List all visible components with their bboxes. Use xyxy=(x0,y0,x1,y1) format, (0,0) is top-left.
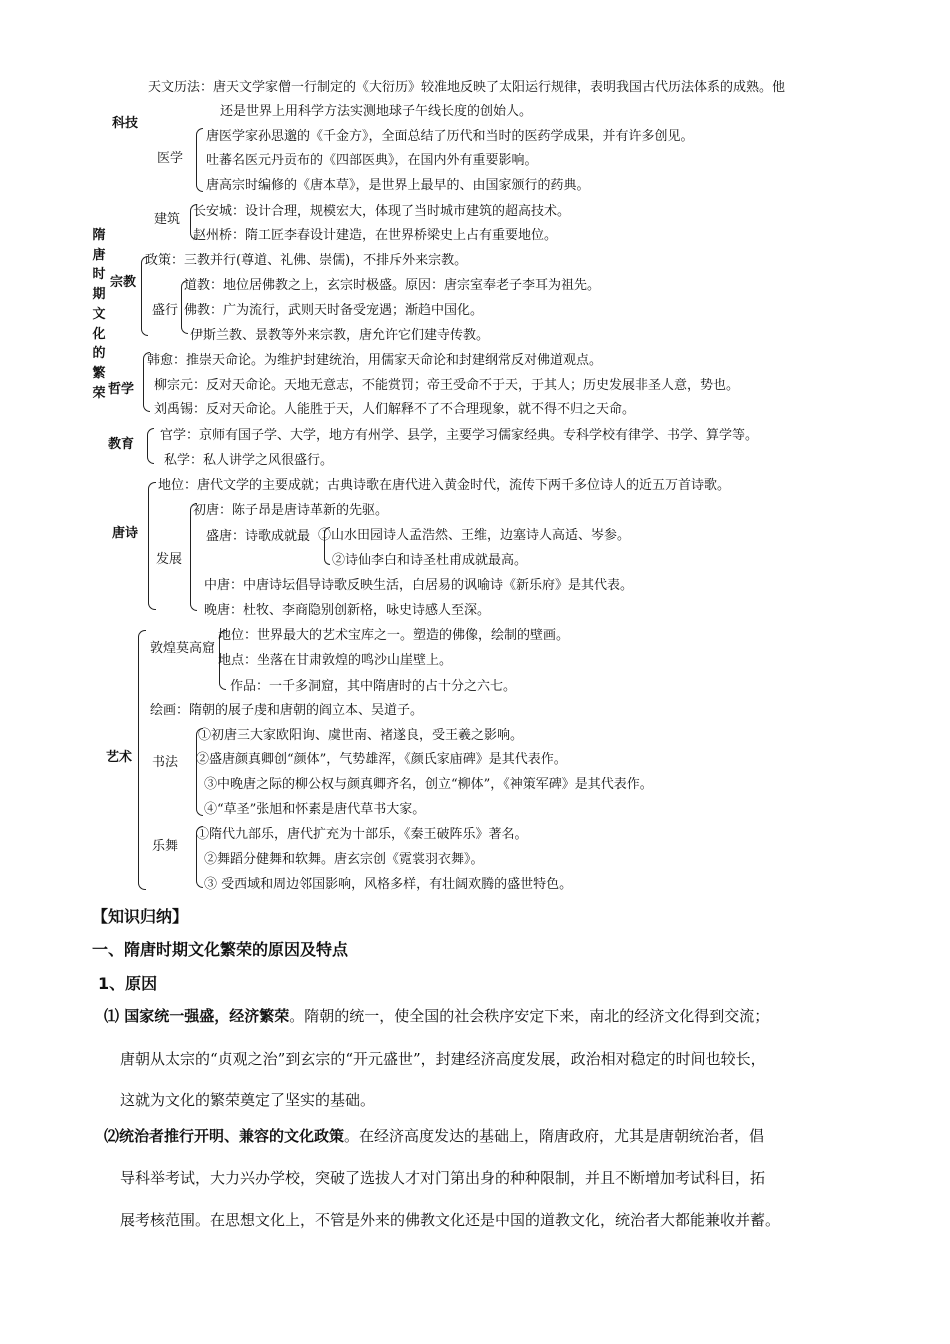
line-medicine-3: 唐高宗时编修的《唐本草》，是世界上最早的、由国家颁行的药典。 xyxy=(206,178,590,193)
sublabel-calligraphy: 书法 xyxy=(152,755,179,770)
line-poetry-status: 地位：唐代文学的主要成就；古典诗歌在唐代进入黄金时代，流传下两千多位诗人的近五万首诗歌。 xyxy=(158,478,731,493)
side-title-char: 隋 xyxy=(92,228,106,243)
line-philosophy-hanyu: 韩愈：推崇天命论。为维护封建统治，用儒家天命论和封建纲常反对佛道观点。 xyxy=(147,353,603,368)
paragraph-1-rest: 。隋朝的统一，使全国的社会秩序安定下来，南北的经济文化得到交流； xyxy=(289,1007,770,1025)
section-heading: 一、隋唐时期文化繁荣的原因及特点 xyxy=(92,940,349,959)
sublabel-medicine: 医学 xyxy=(157,151,184,166)
line-music-3: ③ 受西域和周边邻国影响，风格多样，有壮阔欢腾的盛世特色。 xyxy=(204,877,573,892)
line-calligraphy-1: ①初唐三大家欧阳询、虞世南、褚遂良，受王羲之影响。 xyxy=(198,728,524,743)
paragraph-2-bold: ⑵统治者推行开明、兼容的文化政策 xyxy=(104,1127,345,1145)
side-title xyxy=(88,226,110,403)
brace-education xyxy=(147,428,154,464)
brace-poetry xyxy=(148,482,156,610)
sublabel-develop: 发展 xyxy=(156,552,183,567)
category-art: 艺术 xyxy=(106,750,133,765)
side-title-char: 唐 xyxy=(92,247,106,263)
sublabel-prosper: 盛行 xyxy=(152,303,179,318)
paragraph-2-rest: 。在经济高度发达的基础上，隋唐政府，尤其是唐朝统治者，倡 xyxy=(344,1127,765,1145)
line-architecture-2: 赵州桥：隋工匠李春设计建造，在世界桥梁史上占有重要地位。 xyxy=(193,228,558,243)
line-poetry-early: 初唐：陈子昂是唐诗革新的先驱。 xyxy=(193,503,389,518)
brace-medicine xyxy=(196,128,203,192)
line-medicine-1: 唐医学家孙思邈的《千金方》，全面总结了历代和当时的医药学成果，并有许多创见。 xyxy=(206,129,694,144)
line-philosophy-liuzongyuan: 柳宗元：反对天命论。天地无意志，不能赏罚；帝王受命不于天，于其人；历史发展非圣人意，势也。 xyxy=(154,378,740,393)
line-poetry-high-1: ①山水田园诗人孟浩然、王维，边塞诗人高适、岑参。 xyxy=(318,528,631,543)
category-poetry: 唐诗 xyxy=(112,526,139,541)
paragraph-1-bold: ⑴ 国家统一强盛，经济繁荣 xyxy=(104,1007,290,1025)
line-religion-buddhism: 佛教：广为流行，武则天时备受宠遇；渐趋中国化。 xyxy=(184,303,484,318)
line-calligraphy-2: ②盛唐颜真卿创“颜体”，气势雄浑，《颜氏家庙碑》是其代表作。 xyxy=(196,752,567,767)
paragraph-2-line-2: 导科举考试，大力兴办学校，突破了选拔人才对门第出身的种种限制，并且不断增加考试科目，拓 xyxy=(120,1169,766,1187)
line-religion-policy: 政策：三教并行(尊道、礼佛、崇儒)，不排斥外来宗教。 xyxy=(145,253,468,268)
line-music-1: ①隋代九部乐，唐代扩充为十部乐，《秦王破阵乐》著名。 xyxy=(196,827,528,842)
category-science: 科技 xyxy=(112,116,139,131)
subsection-heading: 1、原因 xyxy=(98,974,158,993)
line-dunhuang-location: 地点：坐落在甘肃敦煌的鸣沙山崖壁上。 xyxy=(218,653,453,668)
line-dunhuang-status: 地位：世界最大的艺术宝库之一。塑造的佛像，绘制的壁画。 xyxy=(218,628,570,643)
line-architecture-1: 长安城：设计合理，规模宏大，体现了当时城市建筑的超高技术。 xyxy=(193,204,571,219)
line-medicine-2: 吐蕃名医元丹贡布的《四部医典》，在国内外有重要影响。 xyxy=(206,153,538,168)
paragraph-2-line-3: 展考核范围。在思想文化上，不管是外来的佛教文化还是中国的道教文化，统治者大都能兼收并蓄。 xyxy=(120,1211,781,1229)
sublabel-dunhuang: 敦煌莫高窟 xyxy=(150,641,216,656)
line-poetry-late: 晚唐：杜牧、李商隐别创新格，咏史诗感人至深。 xyxy=(204,603,491,618)
side-title-char: 繁 xyxy=(92,365,106,381)
paragraph-2-line-1 xyxy=(104,1126,764,1146)
line-education-official: 官学：京师有国子学、大学，地方有州学、县学，主要学习儒家经典。专科学校有律学、书学、算学等。 xyxy=(160,428,759,443)
brace-develop xyxy=(190,503,197,611)
line-calligraphy-3: ③中晚唐之际的柳公权与颜真卿齐名，创立“柳体”，《神策军碑》是其代表作。 xyxy=(204,777,653,792)
side-title-char: 化 xyxy=(92,326,106,342)
sublabel-music: 乐舞 xyxy=(152,839,179,854)
paragraph-1-line-1 xyxy=(104,1006,769,1026)
sublabel-architecture: 建筑 xyxy=(154,212,181,227)
side-title-char: 时 xyxy=(92,267,106,283)
category-religion: 宗教 xyxy=(110,275,137,290)
line-astronomy: 天文历法：唐天文学家僧一行制定的《大衍历》较准地反映了太阳运行规律，表明我国古代历法体系的成熟。他 xyxy=(148,80,786,95)
category-education: 教育 xyxy=(108,437,135,452)
line-astronomy-cont: 还是世界上用科学方法实测地球子午线长度的创始人。 xyxy=(220,104,533,119)
line-philosophy-liuyuxi: 刘禹锡：反对天命论。人能胜于天，人们解释不了不合理现象，就不得不归之天命。 xyxy=(154,402,636,417)
brace-art xyxy=(138,630,146,890)
knowledge-summary-title: 【知识归纳】 xyxy=(92,907,189,926)
paragraph-1-line-3: 这就为文化的繁荣奠定了坚实的基础。 xyxy=(120,1091,376,1109)
side-title-char: 荣 xyxy=(92,385,106,401)
line-poetry-high: 盛唐：诗歌成就最 xyxy=(206,529,311,544)
side-title-char: 期 xyxy=(92,287,106,303)
side-title-char: 的 xyxy=(92,346,106,362)
line-dunhuang-works: 作品：一千多洞窟，其中隋唐时的占十分之六七。 xyxy=(230,679,517,694)
line-education-private: 私学：私人讲学之风很盛行。 xyxy=(164,453,334,468)
side-title-char: 文 xyxy=(92,306,106,322)
category-philosophy: 哲学 xyxy=(108,382,135,397)
line-music-2: ②舞蹈分健舞和软舞。唐玄宗创《霓裳羽衣舞》。 xyxy=(204,852,484,867)
line-religion-foreign: 伊斯兰教、景教等外来宗教，唐允许它们建寺传教。 xyxy=(190,328,490,343)
paragraph-1-line-2: 唐朝从太宗的“贞观之治”到玄宗的“开元盛世”，封建经济高度发展，政治相对稳定的时间也较长， xyxy=(120,1050,766,1068)
line-poetry-high-2: ②诗仙李白和诗圣杜甫成就最高。 xyxy=(332,553,528,568)
line-calligraphy-4: ④“草圣”张旭和怀素是唐代草书大家。 xyxy=(204,802,426,817)
line-poetry-mid: 中唐：中唐诗坛倡导诗歌反映生活，白居易的讽喻诗《新乐府》是其代表。 xyxy=(204,578,634,593)
line-religion-taoism: 道教：地位居佛教之上，玄宗时极盛。原因：唐宗室奉老子李耳为祖先。 xyxy=(184,278,601,293)
line-painting: 绘画：隋朝的展子虔和唐朝的阎立本、吴道子。 xyxy=(150,703,424,718)
